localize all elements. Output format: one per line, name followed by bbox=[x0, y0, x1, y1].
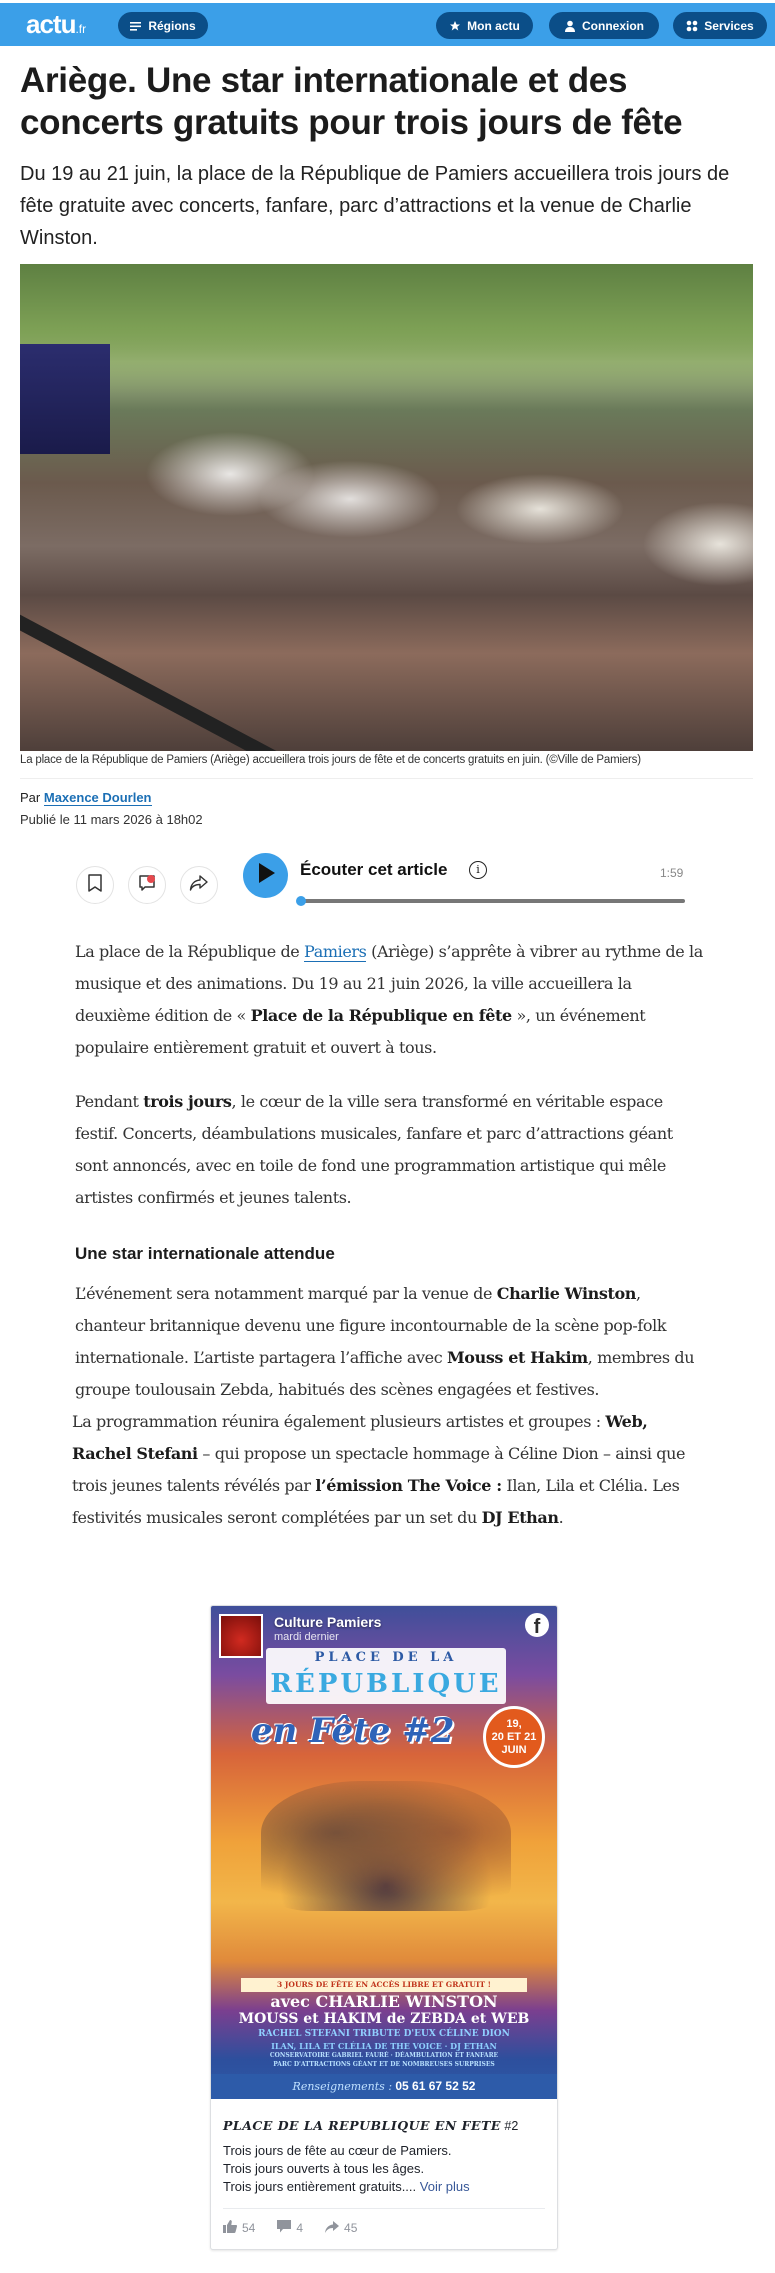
poster-date: 20 ET 21 bbox=[491, 1731, 537, 1743]
poster-line: PARC D'ATTRACTIONS GÉANT ET DE NOMBREUSES SURPRISES bbox=[273, 2061, 495, 2068]
page-avatar[interactable] bbox=[219, 1614, 263, 1658]
regions-button[interactable] bbox=[118, 12, 208, 39]
bold-text: Web, Rachel Stefani bbox=[72, 1412, 648, 1463]
info-icon[interactable]: i bbox=[469, 861, 487, 879]
mon-actu-button[interactable] bbox=[436, 12, 533, 39]
text: Pendant bbox=[75, 1092, 144, 1111]
connexion-button[interactable] bbox=[549, 12, 659, 39]
text: , membres du groupe toulousain Zebda, habitués des scènes engagées et festives. bbox=[75, 1348, 695, 1399]
poster-date: JUIN bbox=[501, 1744, 527, 1756]
bold-text: DJ Ethan bbox=[481, 1508, 559, 1527]
comment-bubble-icon bbox=[277, 2220, 291, 2236]
bold-text: Charlie Winston bbox=[496, 1284, 636, 1303]
publish-date: Publié le 11 mars 2026 à 18h02 bbox=[20, 812, 203, 827]
photo-stage bbox=[20, 344, 110, 454]
poster-script-line: en Fête #2 bbox=[251, 1711, 455, 1751]
divider bbox=[20, 778, 753, 779]
poster-line: ILAN, LILA ET CLÉLIA DE THE VOICE · DJ ETHAN bbox=[271, 2041, 497, 2051]
comments-count: 4 bbox=[296, 2221, 304, 2235]
notification-dot bbox=[147, 875, 155, 883]
shares-count: 45 bbox=[344, 2221, 358, 2235]
article-photo[interactable] bbox=[20, 264, 753, 751]
poster-line: MOUSS et HAKIM de ZEBDA et WEB bbox=[238, 2011, 530, 2027]
post-stats bbox=[223, 2220, 357, 2236]
likes-stat[interactable] bbox=[223, 2220, 255, 2236]
article-body bbox=[72, 936, 705, 1534]
services-button[interactable] bbox=[673, 12, 767, 39]
post-title bbox=[223, 2118, 518, 2133]
text: – qui propose un spectacle hommage à Céline Dion – ainsi que trois jeunes talents révélés par bbox=[72, 1444, 686, 1495]
mon-actu-label: Mon actu bbox=[467, 18, 520, 33]
photo-caption: La place de la République de Pamiers (Ariège) accueillera trois jours de fête et de concerts gratuits en juin. (©Ville de Pamiers) bbox=[20, 754, 641, 766]
bold-text: Mouss et Hakim bbox=[447, 1348, 588, 1367]
connexion-label: Connexion bbox=[582, 18, 644, 33]
post-text-line: Trois jours entièrement gratuits.... bbox=[223, 2179, 417, 2194]
pamiers-link[interactable]: Pamiers bbox=[304, 942, 367, 961]
text: (Ariège) s’apprête à vibrer au rythme de la musique et des animations. Du 19 au 21 juin 2026, la ville accueillera la deuxième édition de « bbox=[75, 942, 703, 1025]
paragraph-4 bbox=[72, 1406, 705, 1534]
user-icon bbox=[564, 20, 576, 32]
post-title-italic: PLACE DE LA REPUBLIQUE EN FETE bbox=[223, 2118, 501, 2133]
logo-tld: .fr bbox=[75, 22, 87, 36]
divider bbox=[223, 2208, 545, 2209]
event-poster[interactable] bbox=[211, 1606, 557, 2099]
byline bbox=[20, 790, 152, 805]
post-text bbox=[223, 2142, 470, 2196]
poster-artists-photo bbox=[261, 1781, 511, 1911]
post-time[interactable]: mardi dernier bbox=[274, 1631, 339, 1643]
poster-banner: 3 JOURS DE FÊTE EN ACCÈS LIBRE ET GRATUIT ! bbox=[241, 1978, 527, 1992]
see-more-link[interactable]: Voir plus bbox=[419, 2179, 470, 2194]
audio-duration: 1:59 bbox=[660, 866, 684, 880]
star-icon bbox=[449, 20, 461, 32]
byline-prefix: Par bbox=[20, 790, 41, 805]
text: », un événement populaire entièrement gratuit et ouvert à tous. bbox=[75, 1006, 646, 1057]
paragraph-1 bbox=[75, 936, 705, 1064]
share-button[interactable] bbox=[180, 866, 218, 904]
site-logo[interactable] bbox=[26, 9, 86, 40]
poster-line: CONSERVATOIRE GABRIEL FAURÉ · DÉAMBULATION ET FANFARE bbox=[269, 2052, 499, 2059]
poster-top-line: PLACE DE LA bbox=[314, 1650, 458, 1665]
article-title: Ariège. Une star internationale et des concerts gratuits pour trois jours de fête bbox=[20, 61, 683, 142]
bold-text: l’émission The Voice : bbox=[315, 1476, 502, 1495]
text: La place de la République de bbox=[75, 942, 305, 961]
listen-label: Écouter cet article bbox=[300, 860, 448, 879]
facebook-icon[interactable]: f bbox=[525, 1613, 549, 1637]
poster-dates-badge bbox=[483, 1706, 545, 1768]
post-text-line: Trois jours de fête au cœur de Pamiers. bbox=[223, 2143, 452, 2158]
paragraph-3 bbox=[75, 1278, 705, 1406]
share-icon bbox=[189, 874, 209, 897]
top-navigation-bar bbox=[0, 3, 775, 46]
comments-stat[interactable] bbox=[277, 2220, 303, 2236]
bold-text: Place de la République en fête bbox=[250, 1006, 512, 1025]
audio-progress-track[interactable] bbox=[300, 899, 685, 903]
logo-text: actu bbox=[26, 9, 76, 39]
post-title-suffix: #2 bbox=[500, 2119, 519, 2133]
text: , chanteur britannique devenu une figure incontournable de la scène pop-folk internationale. L’artiste partagera l’affiche avec bbox=[75, 1284, 667, 1367]
text: Ilan, Lila et Clélia. Les festivités musicales seront complétées par un set du bbox=[72, 1476, 680, 1527]
thumbs-up-icon bbox=[223, 2220, 237, 2236]
services-label: Services bbox=[704, 18, 754, 33]
likes-count: 54 bbox=[242, 2221, 256, 2235]
poster-phone-label: Renseignements : bbox=[292, 2080, 393, 2093]
bookmark-icon bbox=[87, 874, 103, 897]
page-name[interactable]: Culture Pamiers bbox=[274, 1614, 382, 1630]
poster-line: RACHEL STEFANI TRIBUTE D'EUX CÉLINE DION bbox=[258, 2029, 510, 2039]
audio-progress-handle[interactable] bbox=[296, 896, 306, 906]
text: La programmation réunira également plusieurs artistes et groupes : bbox=[72, 1412, 606, 1431]
section-heading: Une star internationale attendue bbox=[75, 1244, 335, 1263]
share-arrow-icon bbox=[325, 2221, 339, 2236]
play-audio-button[interactable] bbox=[243, 853, 288, 898]
author-link[interactable]: Maxence Dourlen bbox=[43, 790, 152, 805]
grid-icon bbox=[686, 20, 698, 32]
facebook-embed bbox=[210, 1605, 558, 2250]
photo-railing bbox=[20, 604, 371, 751]
menu-icon bbox=[130, 20, 142, 32]
bold-text: trois jours bbox=[143, 1092, 232, 1111]
bookmark-button[interactable] bbox=[76, 866, 114, 904]
post-text-line: Trois jours ouverts à tous les âges. bbox=[223, 2161, 425, 2176]
poster-phone: 05 61 67 52 52 bbox=[395, 2079, 476, 2093]
poster-phone-bar bbox=[211, 2074, 557, 2099]
poster-big-line: RÉPUBLIQUE bbox=[270, 1669, 502, 1699]
text: . bbox=[558, 1508, 564, 1527]
shares-stat[interactable] bbox=[325, 2221, 357, 2236]
poster-date: 19, bbox=[506, 1718, 522, 1730]
text: L’événement sera notamment marqué par la venue de bbox=[75, 1284, 497, 1303]
photo-trees bbox=[20, 264, 753, 394]
comment-button[interactable] bbox=[128, 866, 166, 904]
play-icon bbox=[256, 862, 276, 889]
text: , le cœur de la ville sera transformé en véritable espace festif. Concerts, déambulations musicales, fanfare et parc d’attractions géant sont annoncés, avec en toile de fond une programmation artistique qui mêle artistes confirmés et jeunes talents. bbox=[75, 1092, 673, 1207]
article-lede: Du 19 au 21 juin, la place de la République de Pamiers accueillera trois jours de fête gratuite avec concerts, fanfare, parc d’attractions et la venue de Charlie Winston. bbox=[20, 163, 730, 249]
poster-line: avec CHARLIE WINSTON bbox=[270, 1992, 498, 2011]
paragraph-2 bbox=[75, 1086, 705, 1214]
regions-label: Régions bbox=[148, 18, 196, 33]
